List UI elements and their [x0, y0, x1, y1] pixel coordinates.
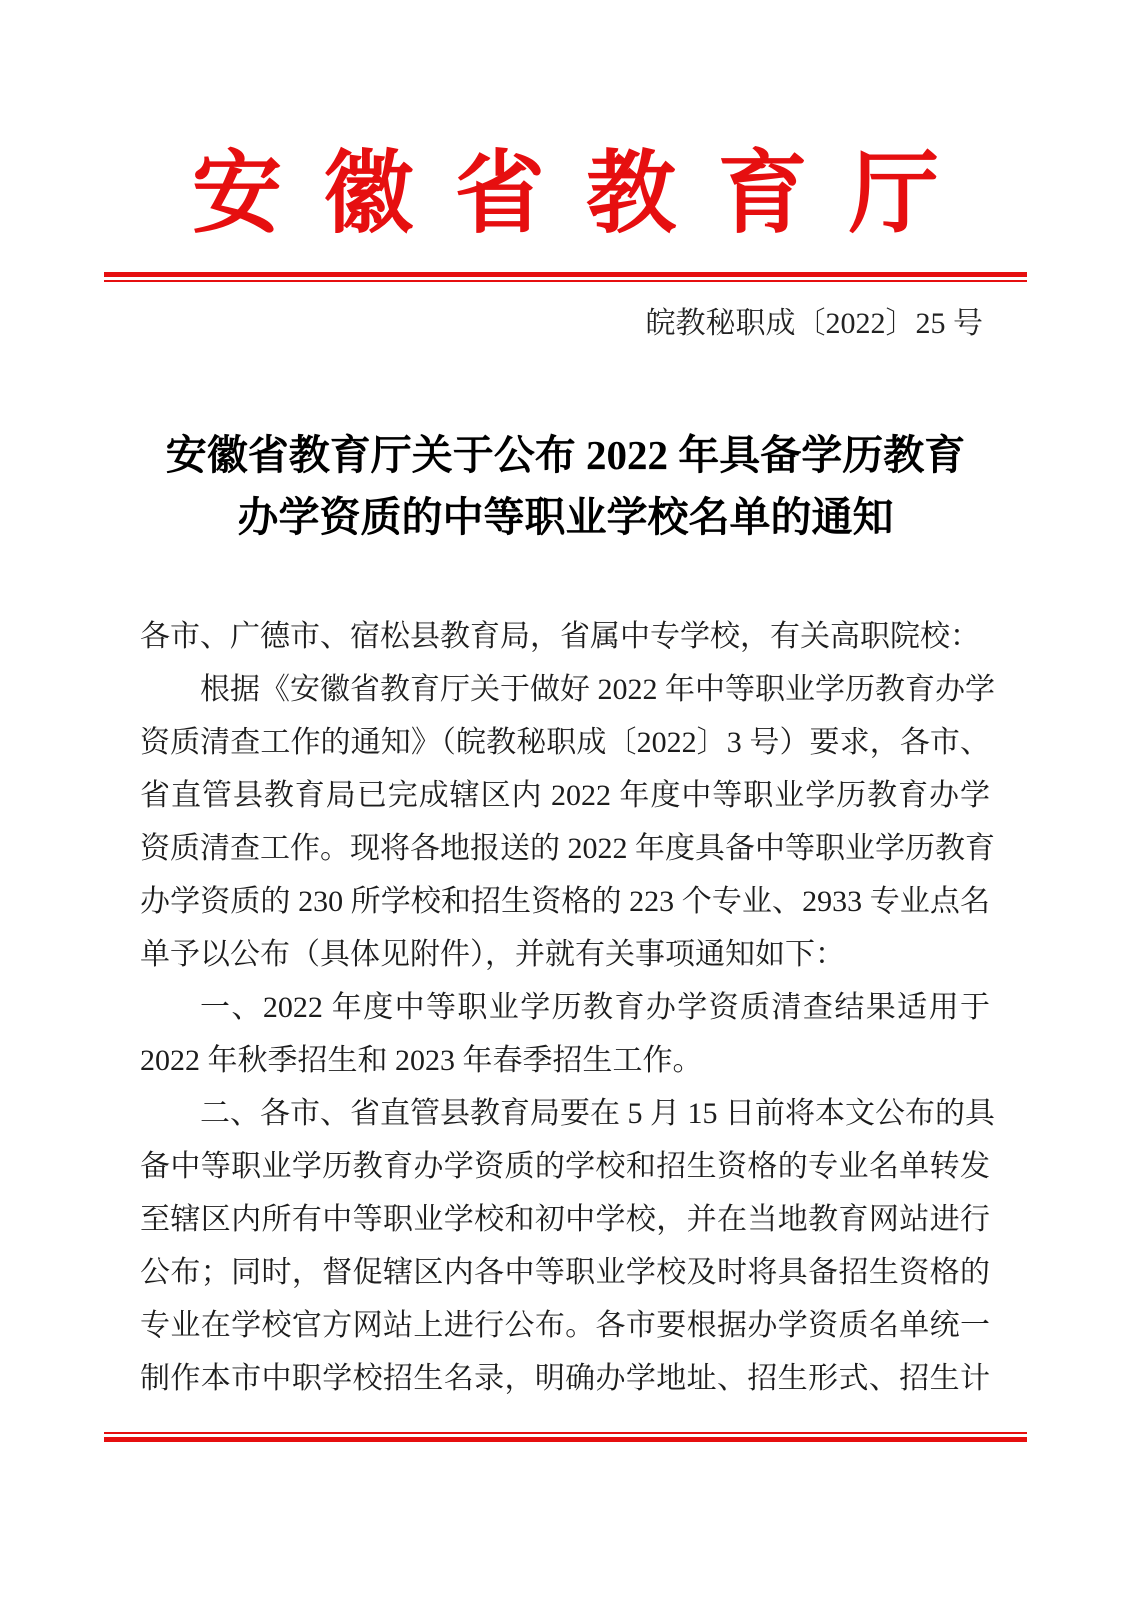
divider-line-thin [104, 280, 1027, 282]
body-line: 公布；同时，督促辖区内各中等职业学校及时将具备招生资格的 [140, 1256, 990, 1289]
body-line: 专业在学校官方网站上进行公布。各市要根据办学资质名单统一 [140, 1309, 990, 1342]
body-line: 制作本市中职学校招生名录，明确办学地址、招生形式、招生计 [140, 1362, 990, 1395]
title-line-2: 办学资质的中等职业学校名单的通知 [237, 494, 894, 540]
body-line: 一、2022 年度中等职业学历教育办学资质清查结果适用于 [200, 991, 990, 1024]
document-number: 皖教秘职成〔2022〕25 号 [645, 307, 983, 340]
body-line: 至辖区内所有中等职业学校和初中学校，并在当地教育网站进行 [140, 1203, 990, 1236]
body-line: 单予以公布（具体见附件），并就有关事项通知如下： [140, 938, 845, 971]
body-line: 办学资质的 230 所学校和招生资格的 223 个专业、2933 专业点名 [140, 885, 990, 918]
body-line: 资质清查工作。现将各地报送的 2022 年度具备中等职业学历教育 [140, 832, 995, 865]
agency-name: 安徽省教育厅 [191, 145, 981, 244]
title-line-1: 安徽省教育厅关于公布 2022 年具备学历教育 [165, 432, 966, 478]
body-line: 根据《安徽省教育厅关于做好 2022 年中等职业学历教育办学 [200, 673, 995, 706]
body-line: 备中等职业学历教育办学资质的学校和招生资格的专业名单转发 [140, 1150, 990, 1183]
document-body [140, 610, 995, 1405]
divider-line-thick [104, 272, 1027, 277]
divider-line-thick [104, 1437, 1027, 1442]
body-line: 资质清查工作的通知》（皖教秘职成〔2022〕3 号）要求，各市、 [140, 726, 990, 759]
divider-line-thin [104, 1432, 1027, 1434]
body-line: 二、各市、省直管县教育局要在 5 月 15 日前将本文公布的具 [200, 1097, 995, 1130]
header-divider [104, 272, 1027, 282]
body-line: 各市、广德市、宿松县教育局，省属中专学校，有关高职院校： [140, 620, 980, 653]
body-line: 2022 年秋季招生和 2023 年春季招生工作。 [140, 1044, 703, 1077]
document-title [0, 424, 1131, 548]
body-line: 省直管县教育局已完成辖区内 2022 年度中等职业学历教育办学 [140, 779, 990, 812]
footer-divider [104, 1432, 1027, 1442]
